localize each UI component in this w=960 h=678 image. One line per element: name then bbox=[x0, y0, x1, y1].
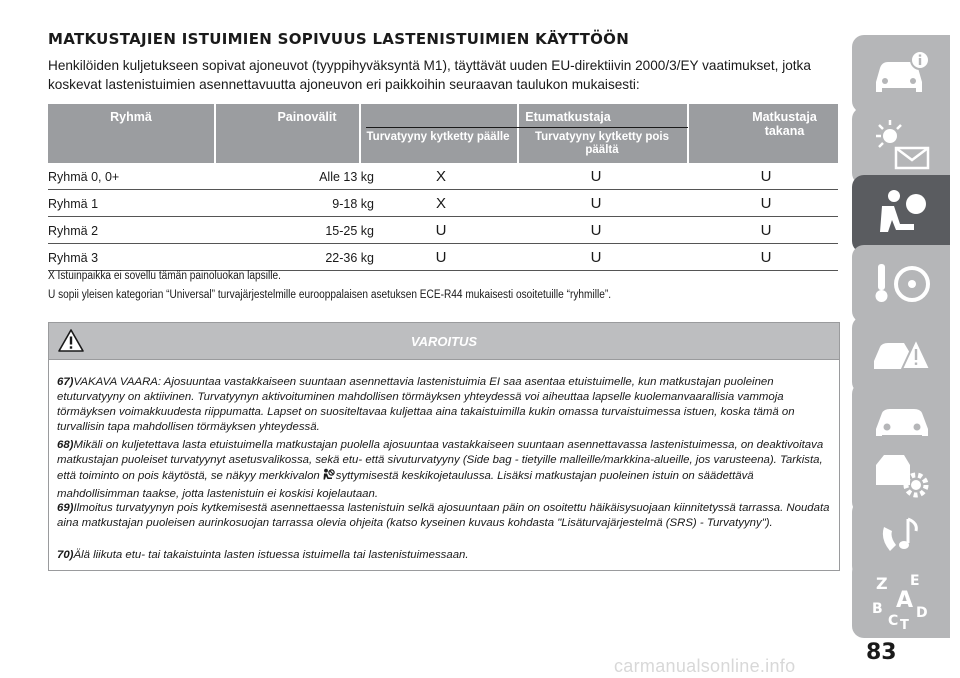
note-text: Ilmoitus turvatyynyn pois kytkemisestä asennettaessa lastenistuin selkä ajosuuntaan päin on osoitettu häikäisysuojaan kiinnitetyssä tarrassa. Noudata aina matkustajan puoleisen aurinkosuojan tarrassa olevia ohjeita (katso kyseinen kuvaus kohdasta "Lisäturvajärjestelmä (SRS) - Turvatyyny"). bbox=[57, 502, 830, 529]
cell-airbag-on: X bbox=[435, 168, 446, 185]
warning-title: VAROITUS bbox=[410, 334, 478, 349]
cell-group: Ryhmä 2 bbox=[48, 224, 99, 238]
header-airbag-on: Turvatyyny kytketty päälle bbox=[366, 131, 510, 143]
airbag-off-icon bbox=[321, 468, 335, 487]
svg-text:Z: Z bbox=[876, 574, 888, 593]
chapter-tab-dashboard[interactable] bbox=[852, 107, 950, 185]
svg-text:E: E bbox=[910, 573, 920, 589]
chapter-tab-car-info[interactable] bbox=[852, 35, 950, 113]
table-row bbox=[48, 217, 838, 244]
chapter-tab-driving[interactable] bbox=[852, 245, 950, 323]
watermark-text: carmanualsonline.info bbox=[614, 656, 796, 676]
header-underline bbox=[366, 127, 688, 128]
warning-header bbox=[48, 322, 840, 360]
warning-note-70 bbox=[57, 548, 833, 563]
table-row bbox=[48, 163, 838, 190]
dashboard-lights-icon bbox=[870, 116, 934, 176]
cell-airbag-off: U bbox=[590, 195, 602, 212]
note-number: 67) bbox=[57, 376, 74, 388]
cell-rear: U bbox=[760, 168, 772, 185]
intro-paragraph: Henkilöiden kuljetukseen sopivat ajoneuvot (tyyppihyväksyntä M1), täyttävät uuden EU-direktiivin 2000/3/EY vaatimukset, jotka koskevat lastenistuimien asennettavuutta ajoneuvon eri paikkoihin seuraavan taulukon mukaisesti: bbox=[48, 58, 811, 92]
gear-settings-icon bbox=[870, 445, 934, 505]
footnote-u: U sopii yleisen kategorian “Universal” turvajärjestelmille eurooppalaisen asetuksen ECE-R44 mukaisesti osoitetuille “ryhmille”. bbox=[48, 289, 612, 301]
suitability-table bbox=[48, 104, 838, 271]
header-ryhma: Ryhmä bbox=[110, 110, 152, 124]
cell-airbag-on: U bbox=[435, 249, 447, 266]
note-text: Mikäli on kuljetettava lasta etuistuimella matkustajan puolella ajosuuntaa vastakkaiseen suuntaan asennettavassa lastenistuimessa, on deaktivoitava matkustajan puoleiset turvatyynyt asetusvalikossa, sekä etu- että sivuturvatyyny (Side bag - tietyille malleille/markkina-alueille, jos varusteena). Tarkista, että toiminto on pois käytöstä, se näkyy merkkivalon bbox=[57, 439, 824, 482]
table-row bbox=[48, 244, 838, 271]
note-text: Älä liikuta etu- tai takaistuinta lasten istuessa istuimella tai lastenistuimessaan. bbox=[73, 549, 469, 561]
note-number: 68) bbox=[57, 439, 74, 451]
footnote-x: X Istuinpaikka ei sovellu tämän painoluokan lapsille. bbox=[48, 270, 281, 282]
warning-box bbox=[48, 322, 840, 572]
warning-note-68 bbox=[57, 438, 833, 502]
cell-airbag-off: U bbox=[590, 249, 602, 266]
cell-airbag-on: U bbox=[435, 222, 447, 239]
cell-group: Ryhmä 1 bbox=[48, 197, 99, 211]
note-number: 70) bbox=[57, 549, 74, 561]
header-etumatkustaja: Etumatkustaja bbox=[525, 110, 611, 124]
warning-body bbox=[48, 358, 840, 571]
page-heading: MATKUSTAJIEN ISTUIMIEN SOPIVUUS LASTENISTUIMIEN KÄYTTÖÖN bbox=[48, 30, 630, 48]
chapter-tab-safety[interactable] bbox=[852, 175, 950, 253]
warning-note-69 bbox=[57, 501, 833, 531]
cell-airbag-off: U bbox=[590, 222, 602, 239]
cell-group: Ryhmä 0, 0+ bbox=[48, 170, 120, 184]
table-header bbox=[48, 104, 838, 163]
note-text: syttymisestä keskikojetaulussa. Lisäksi matkustajan puoleinen istuin on säädettävä mahdollisimman taakse, jotta lastenistuin ei koskisi kojelautaan. bbox=[57, 470, 754, 500]
cell-rear: U bbox=[760, 249, 772, 266]
cell-weight: 9-18 kg bbox=[332, 197, 374, 211]
svg-text:A: A bbox=[896, 588, 914, 613]
page-number: 83 bbox=[866, 640, 897, 665]
note-number: 69) bbox=[57, 502, 74, 514]
svg-text:D: D bbox=[916, 605, 928, 621]
svg-text:T: T bbox=[900, 618, 909, 629]
cell-rear: U bbox=[760, 195, 772, 212]
cell-weight: 22-36 kg bbox=[325, 251, 374, 265]
alphabet-index-icon bbox=[870, 569, 934, 629]
table-row bbox=[48, 190, 838, 217]
seat-airbag-icon bbox=[870, 184, 934, 244]
warning-car-icon bbox=[870, 325, 934, 385]
note-text: VAKAVA VAARA: Ajosuuntaa vastakkaiseen suuntaan asennettavia lastenistuimia EI saa asentaa etuistuimelle, kun matkustajan puoleinen etuturvatyyny on aktiivinen. Turvatyynyn aktivoituminen mahdollisen törmäyksen yhteydessä voi aiheuttaa lapselle kuolemanvaarallisia vammoja törmäyksen voimakkuudesta riippumatta. Lapset on suositeltavaa kuljettaa aina takaistuimilla kukin omassa turvaistuimessa istuen, koska tämä on turvallisin tapa mahdollisen törmäyksen yhteydessä. bbox=[57, 376, 795, 433]
cell-rear: U bbox=[760, 222, 772, 239]
svg-text:C: C bbox=[888, 613, 899, 629]
car-info-icon bbox=[870, 44, 934, 104]
header-painovalit: Painovälit bbox=[277, 110, 337, 124]
steering-key-icon bbox=[870, 254, 934, 314]
cell-airbag-on: X bbox=[435, 195, 446, 212]
svg-text:B: B bbox=[872, 601, 883, 617]
header-takana: Matkustaja takana bbox=[752, 110, 817, 138]
cell-weight: Alle 13 kg bbox=[319, 170, 374, 184]
warning-note-67 bbox=[57, 375, 833, 435]
cell-airbag-off: U bbox=[590, 168, 602, 185]
cell-weight: 15-25 kg bbox=[325, 224, 374, 238]
header-airbag-off: Turvatyyny kytketty pois päältä bbox=[534, 131, 669, 156]
chapter-tab-index[interactable] bbox=[852, 560, 950, 638]
cell-group: Ryhmä 3 bbox=[48, 251, 99, 265]
